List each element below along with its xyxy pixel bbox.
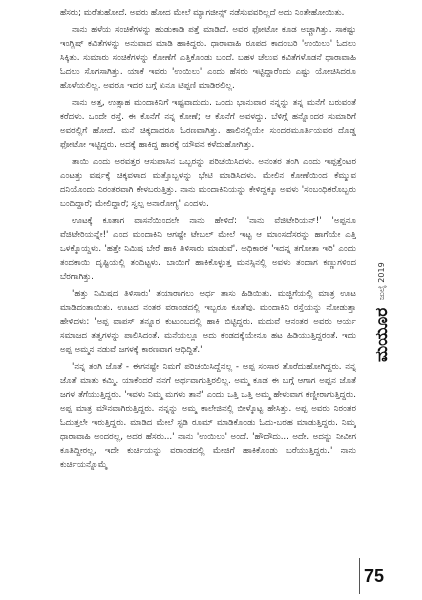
page-number: 75 (364, 566, 385, 586)
paragraph: ನಾನು ಹಳೆಯ ಸಂಚಿಕೆಗಳನ್ನು ಹುಡುಕಾಡಿ ಪತ್ತೆ ಮಾಡಿದೆ. ಅವರ ಫೋಟೋ ಕೂಡ ಅಚ್ಚಾಗಿತ್ತು. ಸಾಕಷ್ಟು ಇಂಗ್ಲಿಷ್ ಕವಿತೆಗಳನ್ನು ಅನುವಾದ ಮಾಡಿ ಹಾಕಿದ್ದರು. ಧಾರಾವಾಹಿ ರೂಪದ ಕಾದಂಬರಿ 'ಉಯಿಲು' ಓದಲು ಸಿಕ್ಕಿತು. ಸುಮಾರು ಸಂಚಿಕೆಗಳನ್ನು ಕೋಣೆಗೆ ಎತ್ತಿಕೊಂಡು ಬಂದೆ. ಬಹಳ ಚೆಲುವ ಕವಿತೆಗಳೊಡನೆ ಧಾರಾವಾಹಿ ಓದಲು ಸೊಗಸಾಗಿತ್ತು. ಯಾಕೆ ಇವರು 'ಉಯಿಲು' ಎಂದು ಹೆಸರು ಇಟ್ಟಿದ್ದಾರೆಂದು ಎಷ್ಟು ಯೋಚಿಸಿದರೂ ಹೊಳೆಯಲಿಲ್ಲ. ಅವರೂ ಇದರ ಬಗ್ಗೆ ಏನೂ ಟಿಪ್ಪಣಿ ಮಾಡಿರಲಿಲ್ಲ. (60, 25, 356, 91)
issue-date: ಜುಲೈ 2019 (377, 262, 386, 300)
paragraph: ತಾಯಿ ಎಂದು ಅರವತ್ತರ ಆಸುಪಾಸಿನ ಒಬ್ಬರನ್ನು ಪರಿಚಯಿಸಿದಳು. ಅನಂತರ ತಂಗಿ ಎಂದು ಇಪ್ಪತ್ತೆಂಟರ ಎಂಟತ್ತು ವರ್ಷಕ್ಕೆ ಚಿಕ್ಕವಳಾದ ಮತ್ತೊಬ್ಬಳನ್ನು ಭೇಟಿ ಮಾಡಿಸಿದಳು. ಮೇಲಿನ ಕೋಣೆಯಿಂದ ಕೆಮ್ಮುವ ದನಿಯೊಂದು ನಿರಂತರವಾಗಿ ಕೇಳಬರುತ್ತಿತ್ತು. ನಾನು ಮಂದಾಕಿನಿಯನ್ನು ಕೇಳಿದ್ದಕ್ಕೂ ಅವಳು 'ಸಂಬಂಧಿಕರೊಬ್ಬರು ಬಂದಿದ್ದಾರೆ; ಮೇಲಿದ್ದಾರೆ; ಸ್ವಲ್ಪ ಅನಾರೋಗ್ಯ' ಎಂದಳು. (60, 157, 356, 209)
paragraph: 'ಹತ್ತು ನಿಮಿಷದ ತಿಳಿಸಾರು' ತಯಾರಾಗಲು ಅರ್ಧ ತಾಸು ಹಿಡಿಯಿತು. ಮಜ್ಜಿಗೆಯಲ್ಲಿ ಮಾತ್ರ ಊಟ ಮಾಡಿದಂತಾಯಿತು. ಊಟದ ನಂತರ ವರಾಂಡದಲ್ಲಿ ಇಬ್ಬರೂ ಕೂತೆವು. ಮಂದಾಕಿನಿ ರಸ್ತೆಯನ್ನು ನೋಡುತ್ತಾ ಹೇಳಿದಳು: 'ಅಪ್ಪ ವಾಪಸ್ ತನ್ನೂರ ಕುಟುಂಬದಲ್ಲಿ ಹಾಕಿ ಬಿಟ್ಟಿದ್ದರು. ಮದುವೆ ಆನಂತರ ಅವರು ಆರ್ಯ ಸಮಾಜದ ತತ್ವಗಳನ್ನು ಪಾಲಿಸಿದಂತೆ. ಮನೆಯಲ್ಲೂ ಅದು ಕಂಡದಕ್ಕೆಯೇನೂ ಹಟ ಹಿಡಿಯುತ್ತಿದ್ದರಂತೆ. ಇದು ಅಪ್ಪ ಅಮ್ಮನ ನಡುವೆ ಜಗಳಕ್ಕೆ ಕಾರಣವಾಗ ಆಧಿದ್ದಿತೆ.' (60, 289, 356, 355)
paragraph: ನಾನು ಅತ್ತ, ಉತ್ಸಾಹ ಮಂದಾಕಿನಿಗೆ ಇಷ್ಟವಾದುದು. ಒಂದು ಭಾನುವಾರ ನನ್ನನ್ನು ತನ್ನ ಮನೆಗೆ ಬರುವಂತೆ ಕರೆದಳು. ಒಂದೇ ರಸ್ತೆ. ಈ ಕೊನೆಗೆ ನನ್ನ ಕೋಣೆ; ಆ ಕೊನೆಗೆ ಅವಳದ್ದು. ಬೆಳಿಗ್ಗೆ ಹನ್ನೊಂದರ ಸುಮಾರಿಗೆ ಅವರಲ್ಲಿಗೆ ಹೋದೆ. ಮನೆ ಚಿಕ್ಕದಾದರೂ ಓರಣವಾಗಿತ್ತು. ಹಾಲಿನಲ್ಲಿಯೇ ಸುಂದರಮೂರ್ತಿಯವರ ದೊಡ್ಡ ಫೋಟೋ ಇಟ್ಟಿದ್ದರು. ಅದಕ್ಕೆ ಹಾಕಿದ್ದ ಹಾರಕ್ಕೆ ಯೌವನ ಕಳೆದುಹೋಗಿತ್ತು. (60, 98, 356, 150)
paragraph: 'ನನ್ನ ತಂಗಿ ಜೊತೆ - ಈಗನಷ್ಟೇ ನಿಮಗೆ ಪರಿಚಯಿಸಿದ್ದೆನಲ್ಲ - ಅಪ್ಪ ಸಂಸಾರ ತೊರೆದುಹೋಗಿದ್ದರು. ನನ್ನ ಜೊತೆ ಮಾತು ಕಮ್ಮಿ. ಯಾಕೆಂದರೆ ನನಗೆ ಅರ್ಥವಾಗುತ್ತಿರಲಿಲ್ಲ. ಅಮ್ಮ ಕೂಡ ಈ ಬಗ್ಗೆ ಆಗಾಗ ಅಪ್ಪನ ಜೊತೆ ಜಗಳ ತೆಗೆಯುತ್ತಿದ್ದರು. 'ಇವಳು ನಿಮ್ಮ ಮಗಳು ತಾನೆ' ಎಂದು ಒತ್ತಿ ಒತ್ತಿ ಅಮ್ಮ ಹೇಳುವಾಗ ಕಣ್ಣೀರಾಗುತ್ತಿದ್ದರು. ಅಪ್ಪ ಮಾತ್ರ ಮೌನವಾಗಿರುತ್ತಿದ್ದರು. ನನ್ನನ್ನು ಅಮ್ಮ ಕಾಲೇಜಿನಲ್ಲಿ ಬೀಳ್ಕೊಟ್ಟ ಹೇಸಿತ್ತು. ಅಪ್ಪ ಅವರು ನಿರಂತರ ಓದುತ್ತಲೇ ಇರುತ್ತಿದ್ದರು. ಮಾಡಿದ ಮೇಲೆ ಸ್ಟಡಿ ರೂಮ್ ಮಾಡಿಕೊಂಡು ಓದು-ಬರಹ ಮಾಡುತ್ತಿದ್ದರು. ನಿಮ್ಮ ಧಾರಾವಾಹಿ ಅಂದರಲ್ಲ, ಅದರ ಹೆಸರು...' ನಾನು 'ಉಯಿಲು' ಅಂದೆ. 'ಹೌದೌದು... ಅದೇ. ಅದನ್ನು ನೀವೀಗ ಕೂತಿದ್ದೀರಲ್ಲ, ಇದೇ ಕುರ್ಚಿಯನ್ನು ವರಾಂಡದಲ್ಲಿ ಮೇಜಿಗೆ ಹಾಕಿಕೊಂಡು ಬರೆಯುತ್ತಿದ್ದರು.' ನಾನು ಕುರ್ಚಿಯನ್ನೊಮ್ಮೆ (60, 362, 356, 470)
article-body (60, 6, 356, 562)
magazine-logo: ಮಯೂರ (372, 307, 392, 363)
page-number-rule (359, 558, 360, 594)
paragraph: ಹೆಸರು; ಮರೆತುಹೋದೆ. ಅವರು ಹೋದ ಮೇಲೆ ಮ್ಯಾಗಜೀನ್ಸ್ ನಡೆಸುವವರಿಲ್ಲದೆ ಅದು ನಿಂತೇಹೋಯಿತು. (60, 8, 345, 18)
paragraph: ಊಟಕ್ಕೆ ಕೂತಾಗ ವಾಸನೆಯಿಂದಲೇ ನಾನು ಹೇಳಿದೆ: 'ನಾನು ವೆಜಿಟೇರಿಯನ್!' 'ಅಪ್ಪನೂ ವೆಜಿಟೇರಿಯನ್ನೇ!' ಎಂದ ಮಂದಾಕಿನಿ ಆಗಷ್ಟೇ ಟೇಬಲ್ ಮೇಲೆ ಇಟ್ಟ ಆ ಮಾಂಸದೆಸರನ್ನು ಹಾಗೆಯೇ ಎತ್ತಿ ಒಳಕ್ಕೊಯ್ದಳು. 'ಹತ್ತೇ ನಿಮಿಷ ಬೇರೆ ಹಾಕಿ ತಿಳಿಸಾರು ಮಾಡುವೆ'. ಅಧಿಕಾರಕ 'ಇದನ್ನ ತಗೋತಾ ಇರಿ' ಎಂದು ತಂದಕಾಯಿ ದೃಷ್ಟಿಯಲ್ಲಿ ತಂದಿಟ್ಟಳು. ಬಾಯಿಗೆ ಹಾಕಿಕೊಳ್ಳುತ್ತ ಮನಸ್ಸಿನಲ್ಲಿ ಅವಳು ತಂದಾಗ ಕಣ್ಣುಗಳಿಂದ ಬೆರಗಾಗಿತ್ತು. (60, 216, 356, 282)
